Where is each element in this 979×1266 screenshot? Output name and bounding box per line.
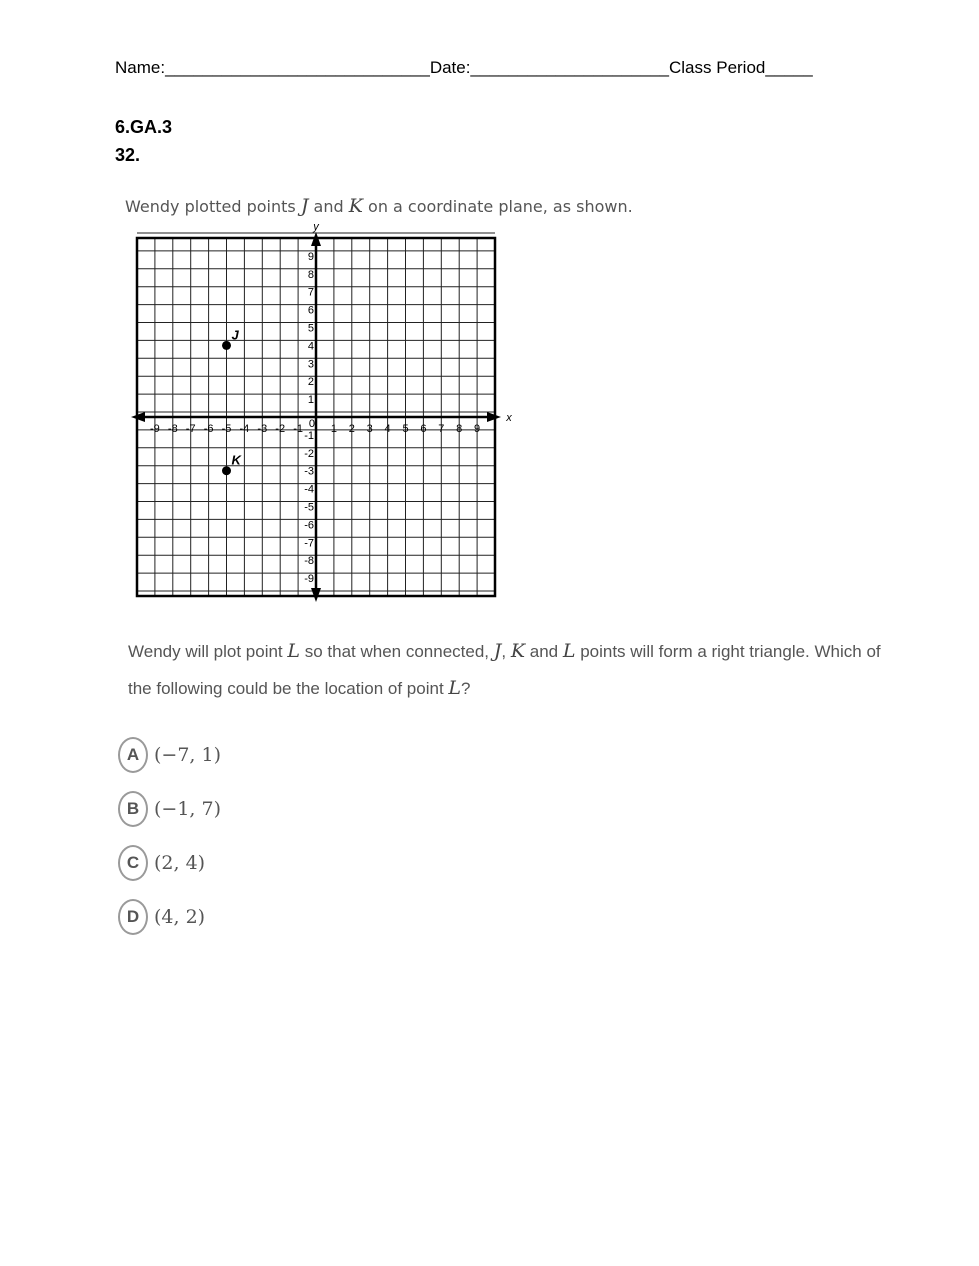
x-tick-label: -4 (239, 423, 250, 435)
choice-b[interactable] (118, 791, 221, 827)
y-tick-label: -2 (304, 447, 314, 460)
q-text-4: points will form a right triangle. Which of the following could be the location of point (128, 642, 881, 698)
x-tick-label: -2 (275, 423, 286, 435)
x-tick-label: 2 (348, 423, 355, 435)
q-text-3: and (525, 642, 563, 661)
choice-b-badge[interactable]: B (118, 791, 148, 827)
x-tick-label: 9 (474, 423, 481, 435)
y-tick-label: 2 (307, 376, 314, 389)
intro-text-1: Wendy plotted points (125, 197, 301, 216)
choice-c[interactable] (118, 845, 205, 881)
var-l: L (562, 640, 576, 662)
q-comma: , (501, 642, 511, 661)
x-tick-label: 1 (330, 423, 337, 435)
var-k: K (510, 640, 526, 662)
y-axis-label: y (313, 221, 319, 233)
choice-d-text: (4, 2) (154, 906, 206, 928)
y-tick-label: -3 (304, 465, 314, 478)
var-j: J (493, 640, 502, 662)
var-k: K (348, 195, 363, 217)
y-tick-label: -5 (304, 501, 314, 514)
x-tick-label: -1 (293, 423, 303, 435)
choice-a-text: (−7, 1) (154, 744, 222, 766)
y-tick-label: 6 (307, 304, 314, 317)
point-k (222, 466, 231, 475)
x-tick-label: -8 (167, 423, 178, 435)
q-text-1: Wendy will plot point (128, 642, 288, 661)
x-tick-label: 7 (438, 423, 445, 435)
x-tick-label: 8 (456, 423, 463, 435)
coordinate-plane (122, 218, 522, 608)
x-tick-label: -9 (150, 423, 160, 435)
y-tick-label: -8 (304, 555, 314, 568)
coordinate-plane-figure (122, 218, 522, 608)
y-tick-label: 9 (307, 250, 314, 263)
var-l: L (448, 677, 462, 699)
q-text-5: ? (461, 679, 471, 698)
y-tick-label: 3 (307, 358, 314, 371)
y-tick-label: 4 (307, 340, 314, 353)
y-tick-label: 7 (307, 286, 314, 299)
date-field[interactable]: Date:_____________________ (429, 58, 669, 77)
choice-c-badge[interactable]: C (118, 845, 148, 881)
x-tick-label: 3 (366, 423, 373, 435)
intro-text-3: on a coordinate plane, as shown. (362, 197, 633, 216)
point-label-j: J (231, 327, 239, 343)
class-period-field[interactable]: Class Period_____ (669, 58, 813, 77)
question-number: 32. (115, 145, 141, 165)
y-tick-label: 8 (307, 268, 314, 281)
choice-b-text: (−1, 7) (154, 798, 222, 820)
choice-a-badge[interactable]: A (118, 737, 148, 773)
q-text-2: so that when connected, (300, 642, 494, 661)
x-tick-label: -6 (203, 423, 214, 435)
var-l: L (287, 640, 300, 662)
x-axis-label: x (506, 412, 512, 424)
header-line (115, 58, 813, 78)
x-tick-label: -3 (257, 423, 268, 435)
origin-label: 0 (308, 418, 315, 430)
intro-text-2: and (308, 197, 349, 216)
y-tick-label: 5 (307, 322, 314, 335)
y-tick-label: -1 (304, 429, 314, 442)
y-tick-label: -6 (304, 519, 314, 532)
y-tick-label: -9 (304, 573, 314, 586)
var-j: J (300, 195, 309, 217)
name-field[interactable]: Name:____________________________ (115, 58, 430, 77)
choice-d-badge[interactable]: D (118, 899, 148, 935)
x-tick-label: -7 (185, 423, 196, 435)
x-tick-label: 5 (402, 423, 409, 435)
choice-c-text: (2, 4) (154, 852, 206, 874)
point-j (222, 341, 231, 350)
point-label-k: K (231, 452, 241, 468)
question-intro (125, 195, 633, 217)
y-tick-label: 1 (307, 394, 314, 407)
y-tick-label: -7 (304, 537, 314, 550)
x-tick-label: -5 (221, 423, 232, 435)
x-tick-label: 6 (420, 423, 427, 435)
standard-code: 6.GA.3 (115, 117, 173, 137)
y-tick-label: -4 (304, 483, 314, 496)
x-tick-label: 4 (384, 423, 391, 435)
choice-a[interactable] (118, 737, 221, 773)
choice-d[interactable] (118, 899, 205, 935)
question-text (128, 633, 888, 707)
